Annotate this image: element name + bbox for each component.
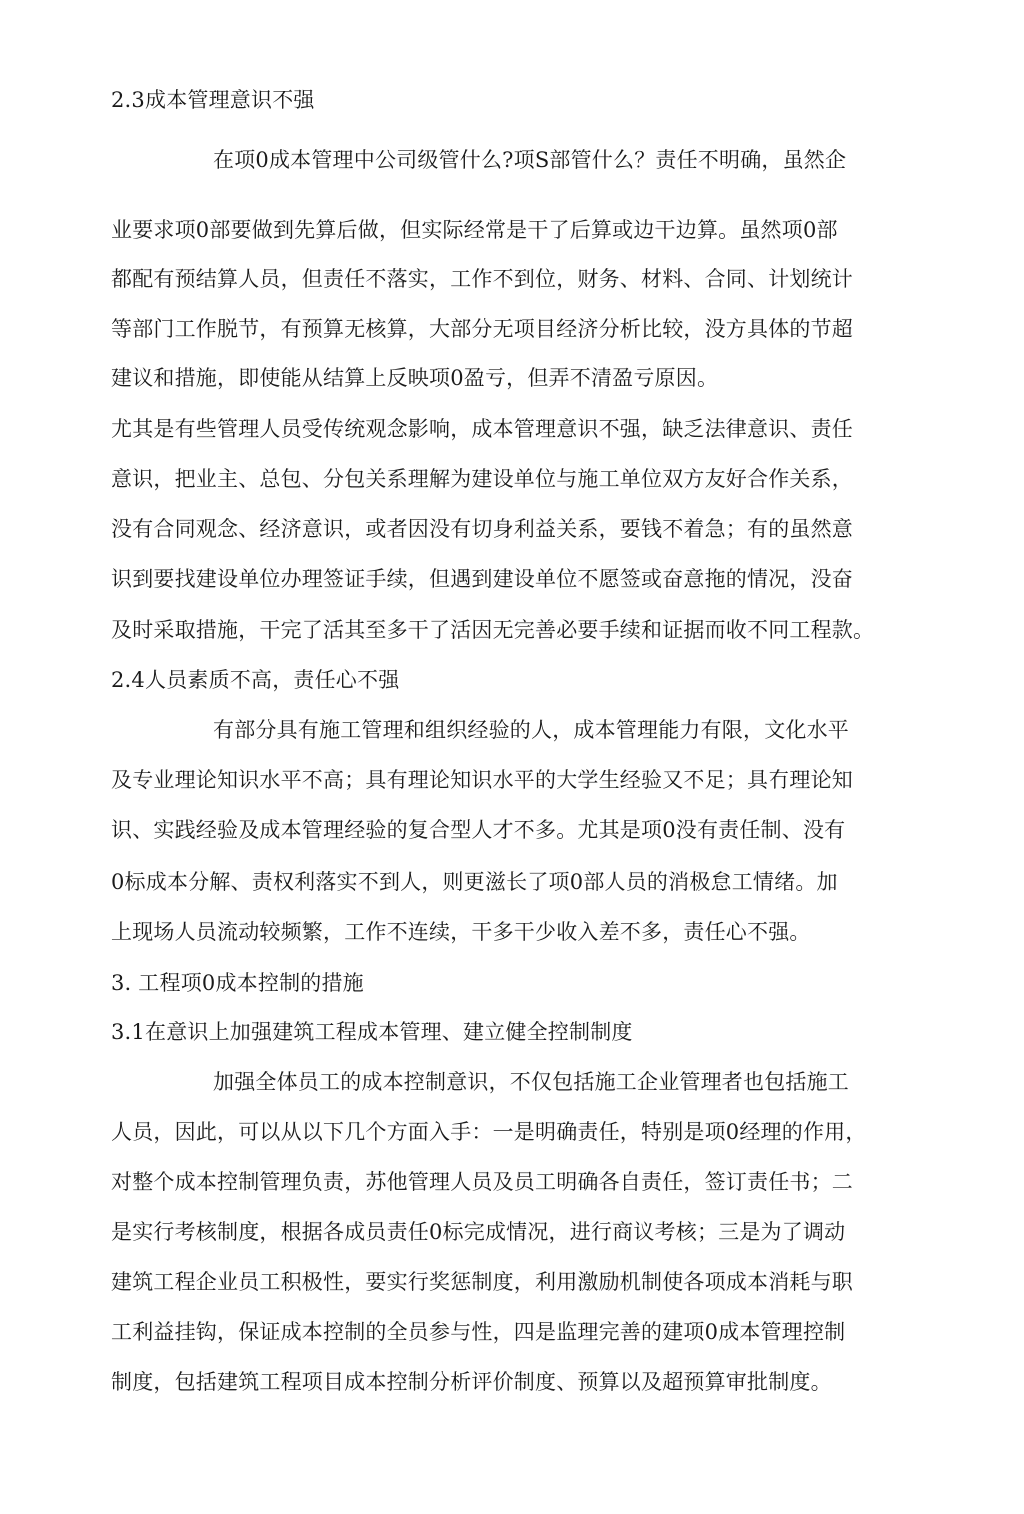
paragraph-line: 人员，因此，可以从以下几个方面入手：一是明确责任，特别是项0经理的作用， — [111, 1120, 867, 1144]
paragraph-line: 业要求项0部要做到先算后做，但实际经常是干了后算或边干边算。虽然项0部 — [111, 218, 838, 242]
paragraph-line: 有部分具有施工管理和组织经验的人，成本管理能力有限，文化水平 — [213, 718, 849, 742]
paragraph-line: 识到要找建设单位办理签证手续，但遇到建设单位不愿签或奋意拖的情况，没奋 — [111, 567, 853, 591]
paragraph-line: 等部门工作脱节，有预算无核算，大部分无项目经济分析比较，没方具体的节超 — [111, 317, 853, 341]
paragraph-line: 尤其是有些管理人员受传统观念影响，成本管理意识不强，缺乏法律意识、责任 — [111, 417, 853, 441]
paragraph-line: 及专业理论知识水平不高；具有理论知识水平的大学生经验又不足；具冇理论知 — [111, 768, 853, 792]
paragraph-line: 在项0成本管理中公司级管什么?项S部管什么？责任不明确，虽然企 — [213, 148, 847, 172]
paragraph-line: 制度，包括建筑工程项目成本控制分析评价制度、预算以及超预算审批制度。 — [111, 1370, 832, 1394]
heading-2-3: 2.3成本管理意识不强 — [111, 88, 315, 112]
heading-3: 3. 工程项0成本控制的措施 — [111, 971, 364, 995]
paragraph-line: 都配有预结算人员，但责任不落实，工作不到位，财务、材料、合同、计划统计 — [111, 267, 853, 291]
paragraph-line: 识、实践经验及成本管理经验的复合型人才不多。尤其是项0没有责任制、没有 — [111, 818, 846, 842]
paragraph-line: 0标成本分解、责权利落实不到人，则更滋长了项0部人员的消极怠工情绪。加 — [111, 870, 838, 894]
paragraph-line: 意识，把业主、总包、分包关系理解为建设单位与施工单位双方友好合作关系， — [111, 467, 853, 491]
paragraph-line: 加强全体员工的成本控制意识，不仅包括施工企业管理者也包括施工 — [213, 1070, 849, 1094]
paragraph-line: 工利益挂钩，保证成本控制的全员参与性，四是监理完善的建项0成本管理控制 — [111, 1320, 846, 1344]
paragraph-line: 上现场人员流动较频繁，工作不连续，干多干少收入差不多，责任心不强。 — [111, 920, 811, 944]
paragraph-line: 对整个成本控制管理负责，苏他管理人员及员工明确各自责任，签订责任书；二 — [111, 1170, 853, 1194]
paragraph-line: 及时采取措施，干完了活其至多干了活因无完善必要手续和证据而收不冋工程款。 — [111, 618, 875, 642]
paragraph-line: 建议和措施，即使能从结算上反映项0盈亏，但弄不清盈亏原因。 — [111, 366, 719, 390]
heading-3-1: 3.1在意识上加强建筑工程成本管理、建立健全控制制度 — [111, 1020, 633, 1044]
paragraph-line: 是实行考核制度，根据各成员责任0标完成情况，进行商议考核；三是为了调动 — [111, 1220, 846, 1244]
paragraph-line: 建筑工程企业员工积极性，要实行奖惩制度，利用激励机制使各项成本消耗与职 — [111, 1270, 853, 1294]
paragraph-line: 没有合同观念、经济意识，或者因没有切身利益关系，要钱不着急；有的虽然意 — [111, 517, 853, 541]
heading-2-4: 2.4人员素质不高，责任心不强 — [111, 668, 400, 692]
